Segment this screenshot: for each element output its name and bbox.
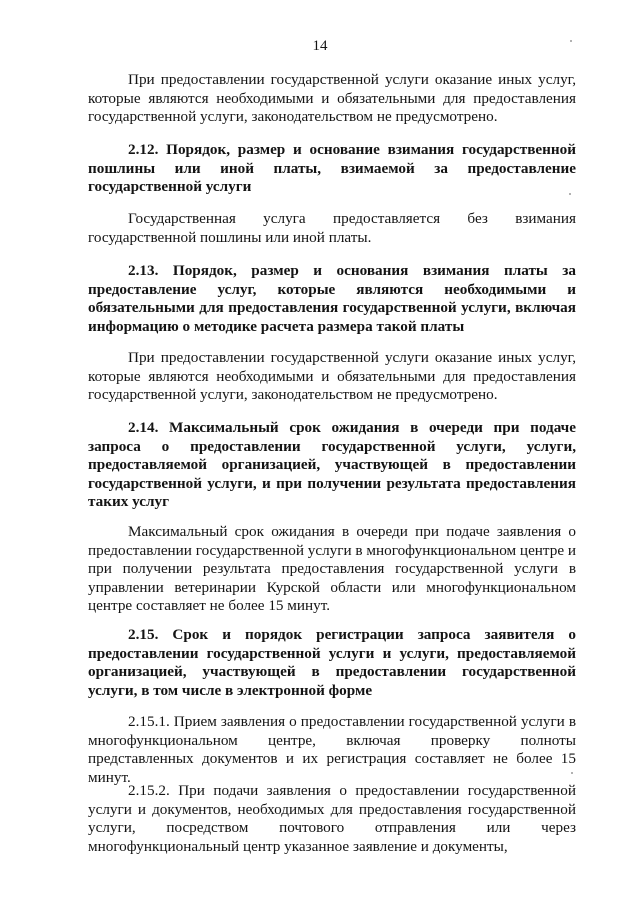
paragraph-no-other-services: При предоставлении государственной услуги оказание иных услуг, которые являются необходимыми и обязательными для предоставления государственной услуги, законодательством не предусмотрено.	[88, 71, 576, 126]
heading-2-13: 2.13. Порядок, размер и основания взимания платы за предоставление услуг, которые являются необходимыми и обязательными для предоставления государственной услуги, включая информацию о методике расчета размера такой платы	[88, 262, 576, 335]
scan-speck	[571, 772, 573, 774]
scan-speck	[569, 193, 571, 195]
paragraph-no-other-services-2: При предоставлении государственной услуги оказание иных услуг, которые являются необходимыми и обязательными для предоставления государственной услуги, законодательством не предусмотрено.	[88, 349, 576, 404]
heading-2-12: 2.12. Порядок, размер и основание взимания государственной пошлины или иной платы, взимаемой за предоставление государственной услуги	[88, 141, 576, 196]
heading-2-14: 2.14. Максимальный срок ожидания в очереди при подаче запроса о предоставлении государственной услуги, услуги, предоставляемой организацией, участвующей в предоставлении государственной услуги, и при получении результата предоставления таких услуг	[88, 419, 576, 511]
scan-speck	[570, 40, 572, 42]
paragraph-no-fee: Государственная услуга предоставляется без взимания государственной пошлины или иной платы.	[88, 210, 576, 246]
page-number: 14	[312, 38, 328, 54]
paragraph-2-15-2: 2.15.2. При подачи заявления о предоставлении государственной услуги и документов, необходимых для предоставления государственной услуги, посредством почтового отправления или через многофункциональный центр указанное заявление и документы,	[88, 782, 576, 855]
paragraph-2-15-1: 2.15.1. Прием заявления о предоставлении государственной услуги в многофункциональном центре, включая проверку полноты представленных документов и их регистрация составляет не более 15 минут.	[88, 713, 576, 786]
heading-2-15: 2.15. Срок и порядок регистрации запроса заявителя о предоставлении государственной услуги и услуги, предоставляемой организацией, участвующей в предоставлении государственной услуги, в том числе в электронной форме	[88, 626, 576, 699]
paragraph-max-wait-time: Максимальный срок ожидания в очереди при подаче заявления о предоставлении государственной услуги в многофункциональном центре и при получении результата предоставления государственной услуги в управлении ветеринарии Курской области или многофункциональном центре составляет не более 15 минут.	[88, 523, 577, 615]
